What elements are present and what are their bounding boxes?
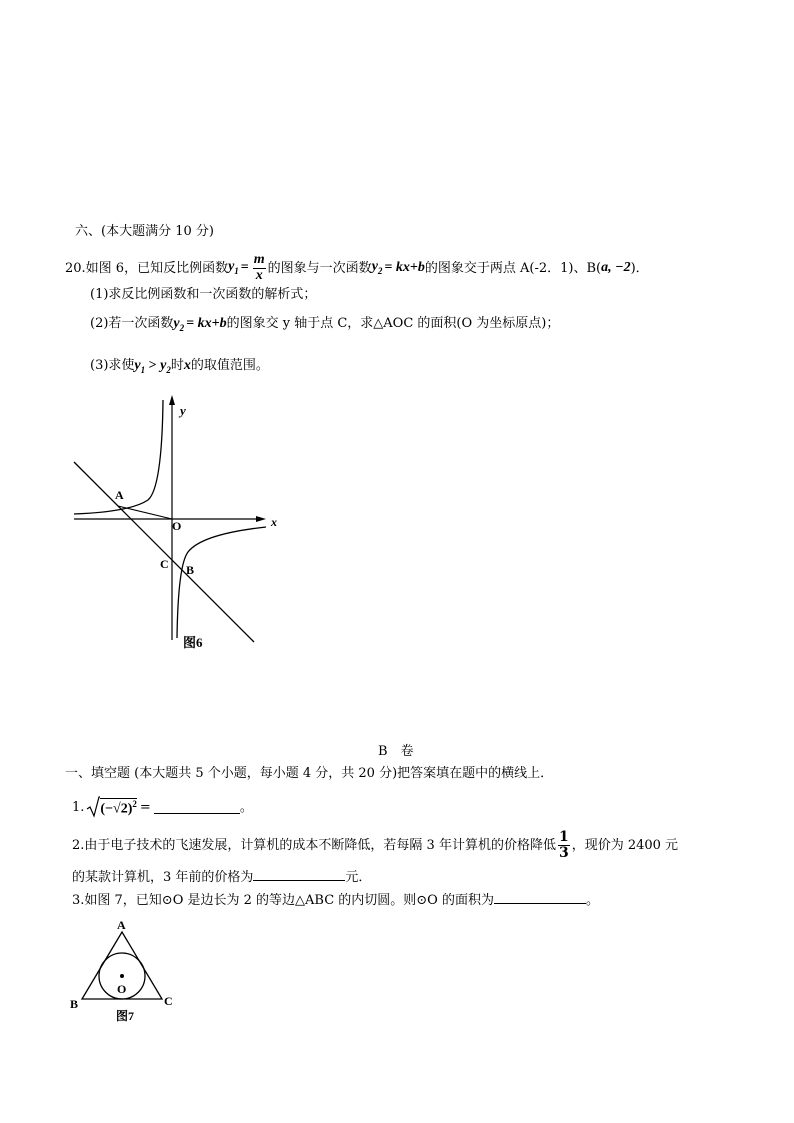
linear-function-line	[74, 462, 254, 642]
question-20-statement	[65, 253, 649, 283]
q1-tail: 。	[239, 799, 253, 815]
label-o: O	[172, 519, 182, 533]
fraction-m-over-x: $\frac{m}{x}$	[253, 251, 265, 283]
q20-intro-a: 20.如图 6，已知反比例函数	[65, 260, 229, 276]
q3-text: 3.如图 7，已知⊙O 是边长为 2 的等边△ABC 的内切圆。则⊙O 的面积为	[72, 893, 494, 908]
q1-equals: =	[139, 799, 151, 815]
q2-text-a: 2.由于电子技术的飞速发展，计算机的成本不断降低，若每隔 3 年计算机的价格降低	[72, 837, 556, 853]
fill-in-section-heading: 一、填空题 (本大题共 5 个小题，每小题 4 分，共 20 分)把答案填在题中的横线上．	[65, 766, 554, 781]
q1-number: 1.	[72, 799, 85, 815]
q2-line2-b: 元．	[345, 870, 372, 885]
p3-y2-symbol: $y_2$	[160, 358, 171, 375]
y2-symbol: $y_2$	[371, 259, 383, 276]
label-o: O	[117, 982, 127, 996]
radical-sign	[86, 796, 100, 818]
equals-sign: =	[240, 260, 249, 275]
part-b-title: B 卷	[378, 744, 414, 759]
label-c: C	[164, 994, 173, 1008]
p3-text-a: (3)求使	[90, 358, 135, 373]
label-b: B	[186, 563, 195, 577]
point-b-coords: a, −2	[601, 260, 631, 275]
q3-answer-blank[interactable]	[494, 891, 586, 904]
q20-intro-d: )．	[630, 260, 649, 276]
p3-x-symbol: x	[183, 358, 191, 373]
p2-text-a: (2)若一次函数	[90, 316, 174, 331]
y1-symbol: $y_1$	[228, 259, 239, 276]
figure-7	[64, 916, 184, 1026]
p3-y1-symbol: $y_1$	[134, 358, 146, 375]
q20-intro-b: 的图象与一次函数	[267, 260, 372, 276]
hyperbola-branch-right	[177, 527, 266, 638]
question-1	[72, 795, 253, 819]
q20-part-1: (1)求反比例函数和一次函数的解析式；	[90, 287, 317, 302]
y-axis-arrow	[169, 395, 175, 405]
p2-text-b: 的图象交 y 轴于点 C，求△AOC 的面积(O 为坐标原点)；	[226, 316, 560, 331]
p2-y2-symbol: $y_2$	[173, 316, 185, 333]
label-x: x	[271, 515, 277, 529]
question-2-line-1	[72, 828, 678, 862]
section-heading-6: 六、(本大题满分 10 分)	[75, 224, 214, 239]
q2-answer-blank[interactable]	[253, 868, 345, 881]
q1-radicand: $(-√2)^2$	[100, 798, 137, 817]
question-3	[72, 891, 599, 907]
p3-text-c: 的取值范围。	[190, 358, 269, 373]
figure-6	[60, 390, 290, 660]
label-a: A	[117, 918, 126, 932]
p2-linear-rhs: = kx+b	[186, 316, 227, 331]
q20-part-2	[90, 317, 559, 333]
center-point	[120, 974, 124, 978]
label-y: y	[180, 403, 186, 418]
q3-tail: 。	[585, 893, 599, 908]
label-c: C	[160, 557, 169, 571]
figure-6-caption: 图6	[183, 635, 203, 650]
q2-text-b: ，现价为 2400 元	[571, 837, 679, 853]
q20-part-3	[90, 359, 269, 375]
question-2-line-2	[72, 868, 371, 884]
label-a: A	[115, 488, 124, 502]
label-b: B	[70, 997, 79, 1011]
q2-line2-a: 的某款计算机，3 年前的价格为	[72, 870, 254, 885]
x-axis-arrow	[256, 516, 266, 522]
figure-7-caption: 图7	[116, 1009, 135, 1023]
q1-answer-blank[interactable]	[154, 801, 240, 814]
segment-ao	[118, 506, 172, 519]
q2-fraction-one-third: $\frac{1}{3}$	[558, 828, 569, 861]
q20-intro-c: 的图象交于两点 A(-2．1)、B(	[424, 260, 602, 276]
linear-rhs: = kx+b	[384, 260, 425, 275]
greater-than: >	[145, 358, 161, 373]
p3-text-b: 时	[170, 358, 184, 373]
